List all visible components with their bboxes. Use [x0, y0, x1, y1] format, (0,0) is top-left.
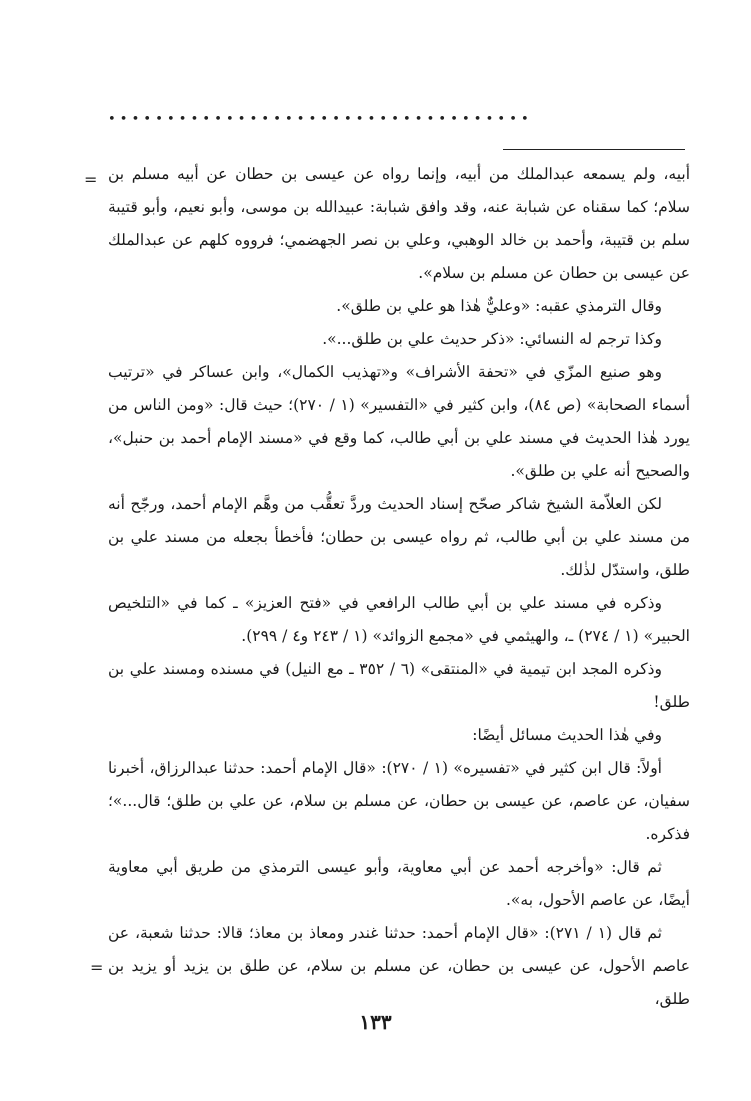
- header-dot-ornament: • • • • • • • • • • • • • • • • • • • • • • • • • • • • • • • • • • • •: [108, 112, 529, 127]
- paragraph-10: ثم قال: «وأخرجه أحمد عن أبي معاوية، وأبو عيسى الترمذي من طريق أبي معاوية أيضًا، عن عاصم الأحول، به».: [108, 858, 690, 909]
- page-number: ١٣٣: [359, 1010, 392, 1034]
- paragraph-9: أولاً: قال ابن كثير في «تفسيره» (١ / ٢٧٠): «قال الإمام أحمد: حدثنا عبدالرزاق، أخبرنا سفيان، عن عاصم، عن عيسى بن حطان، عن مسلم بن سلام، عن علي بن طلق؛ قال...»؛ فذكره.: [108, 759, 690, 843]
- paragraph-6: وذكره في مسند علي بن أبي طالب الرافعي في «فتح العزيز» ـ كما في «التلخيص الحبير» (١ / ٢٧٤) ـ، والهيثمي في «مجمع الزوائد» (١ / ٢٤٣ و٤ / ٢٩٩).: [108, 594, 690, 645]
- footnote-text-block: [108, 158, 690, 1016]
- footnote-separator-rule: [503, 149, 685, 150]
- paragraph-7: وذكره المجد ابن تيمية في «المنتقى» (٦ / ٣٥٢ ـ مع النيل) في مسنده ومسند علي بن طلق!: [108, 660, 690, 711]
- continuation-mark-bottom: =: [90, 958, 104, 977]
- paragraph-2: وقال الترمذي عقبه: «وعليٌّ هٰذا هو علي بن طلق».: [336, 297, 662, 315]
- continuation-mark-top: =: [84, 170, 98, 189]
- paragraph-3: وكذا ترجم له النسائي: «ذكر حديث علي بن طلق...».: [322, 330, 662, 348]
- paragraph-1: أبيه، ولم يسمعه عبدالملك من أبيه، وإنما رواه عن عيسى بن حطان عن أبيه مسلم بن سلام؛ كما سقناه عن شبابة عنه، وقد وافق شبابة: عبيدالله بن موسى، وأبو نعيم، وأبو قتيبة سلم بن قتيبة، وأحمد بن خالد الوهبي، وعلي بن نصر الجهضمي؛ فرووه كلهم عن عبدالملك عن عيسى بن حطان عن مسلم بن سلام».: [108, 165, 690, 282]
- paragraph-5: لكن العلاّمة الشيخ شاكر صحّح إسناد الحديث وردَّ تعقُّب من وهَّم الإمام أحمد، ورجّح أنه من مسند علي بن أبي طالب، ثم رواه عيسى بن حطان؛ فأخطأ بجعله من مسند علي بن طلق، واستدّل لذٰلك.: [108, 495, 690, 579]
- paragraph-11: ثم قال (١ / ٢٧١): «قال الإمام أحمد: حدثنا غندر ومعاذ بن معاذ؛ قالا: حدثنا شعبة، عن عاصم الأحول، عن عيسى بن حطان، عن مسلم بن سلام، عن طلق بن يزيد أو يزيد بن طلق،: [108, 924, 690, 1008]
- paragraph-4: وهو صنيع المزّي في «تحفة الأشراف» و«تهذيب الكمال»، وابن عساكر في «ترتيب أسماء الصحابة» (ص ٨٤)، وابن كثير في «التفسير» (١ / ٢٧٠)؛ حيث قال: «ومن الناس من يورد هٰذا الحديث في مسند علي بن أبي طالب، كما وقع في «مسند الإمام أحمد بن حنبل»، والصحيح أنه علي بن طلق».: [108, 363, 691, 480]
- paragraph-8: وفي هٰذا الحديث مسائل أيضًا:: [472, 726, 662, 744]
